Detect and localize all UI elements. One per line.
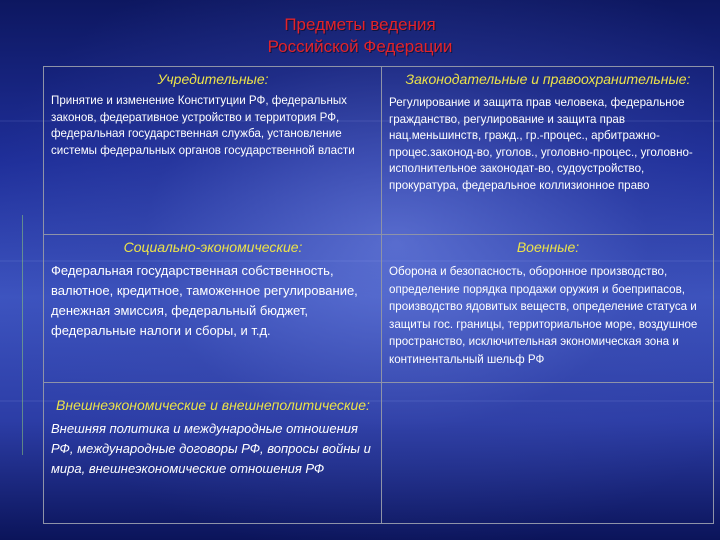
cell-legislative: [382, 67, 714, 235]
decorative-line: [22, 215, 23, 455]
foreign-text: Внешняя политика и международные отношения РФ, международные договоры РФ, вопросы войны и мира, внешнеэкономические отношения РФ: [51, 421, 371, 476]
cell-foreign: [44, 383, 382, 524]
legislative-text: Регулирование и защита прав человека, федеральное гражданство, регулирование и защита прав нац.меньшинств, гражд., гр.-процес., арбитражно-процес.законод-во, уголов., уголовно-процес., уголовно-исполнительное законодат-во, судоустройство, прокуратура, федеральное коллизионное право: [389, 96, 693, 192]
socioeconomic-text: Федеральная государственная собственность, валютное, кредитное, таможенное регулирование, денежная эмиссия, федеральный бюджет, федеральные налоги и сборы, и т.д.: [51, 263, 358, 338]
socioeconomic-heading: Социально-экономические:: [123, 239, 303, 255]
table-row: [44, 235, 714, 383]
constituent-heading: Учредительные:: [157, 71, 269, 87]
legislative-heading: Законодательные и правоохранительные:: [405, 71, 691, 87]
cell-socioeconomic: [44, 235, 382, 383]
title-line-2: Российской Федерации: [267, 37, 453, 56]
constituent-text: Принятие и изменение Конституции РФ, федеральных законов, федеративное устройство и территория РФ, федеральная государственная служба, установление системы федеральных органов государственной власти: [51, 94, 355, 157]
military-text: Оборона и безопасность, оборонное производство, определение порядка продажи оружия и боеприпасов, производство ядовитых веществ, определение статуса и защиты гос. границы, территориальное море, воздушное пространство, исключительная экономическая зона и континентальный шельф РФ: [389, 265, 698, 366]
title-line-1: Предметы ведения: [284, 15, 436, 34]
military-heading: Военные:: [516, 239, 580, 255]
table-row: [44, 67, 714, 235]
table-row: [44, 383, 714, 524]
slide-title: [0, 14, 720, 58]
subjects-table: [43, 66, 714, 524]
foreign-heading: Внешнеэкономические и внешнеполитические:: [56, 397, 370, 413]
cell-empty: [382, 383, 714, 524]
cell-military: [382, 235, 714, 383]
cell-constituent: [44, 67, 382, 235]
